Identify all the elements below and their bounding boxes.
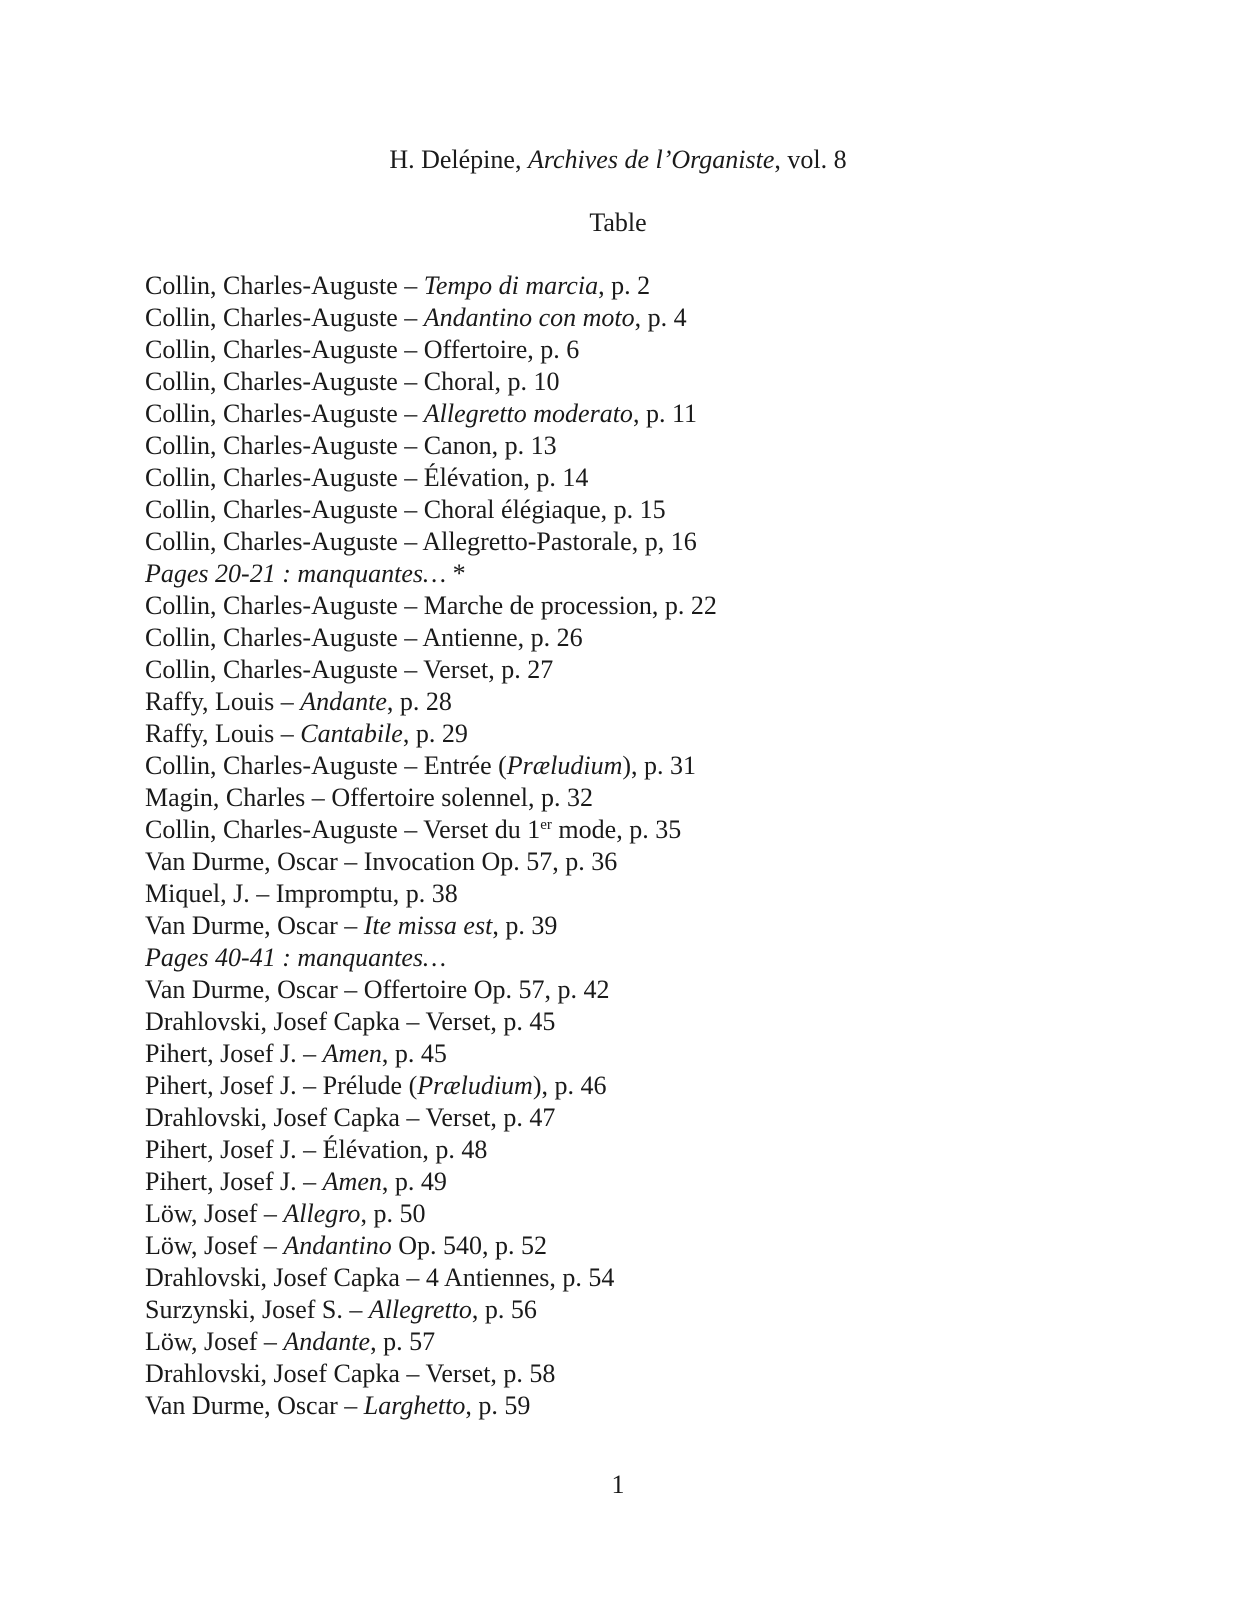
toc-entry xyxy=(145,718,1145,750)
entry-composer: Surzynski, Josef S. – xyxy=(145,1295,369,1324)
document-header xyxy=(0,142,1236,178)
entry-composer: Miquel, J. – xyxy=(145,879,276,908)
entry-page: , p. 54 xyxy=(549,1263,615,1292)
entry-title: Canon xyxy=(423,431,492,460)
toc-entry xyxy=(145,910,1145,942)
entry-composer: Collin, Charles-Auguste – xyxy=(145,303,424,332)
entry-title-italic: Præludium xyxy=(506,751,623,780)
toc-entry xyxy=(145,1294,1145,1326)
entry-page: , p. 47 xyxy=(490,1103,556,1132)
section-title: Table xyxy=(589,208,647,237)
entry-page: , p. 27 xyxy=(488,655,554,684)
entry-composer: Drahlovski, Josef Capka – xyxy=(145,1263,426,1292)
entry-page: , p. 35 xyxy=(616,815,682,844)
entry-title: Allegretto moderato xyxy=(423,399,633,428)
toc-entry xyxy=(145,782,1145,814)
entry-page: , p. 14 xyxy=(523,463,589,492)
toc-entry xyxy=(145,1358,1145,1390)
entry-title: Amen xyxy=(322,1167,382,1196)
entry-title: Choral xyxy=(423,367,495,396)
entry-composer: Collin, Charles-Auguste – xyxy=(145,751,424,780)
toc-entry xyxy=(145,1390,1145,1422)
entry-title: Offertoire xyxy=(423,335,528,364)
entry-page: , p. 48 xyxy=(422,1135,488,1164)
entry-title: Allegretto xyxy=(368,1295,472,1324)
entry-page: , p. 13 xyxy=(491,431,557,460)
header-work-title: Archives de l’Organiste xyxy=(527,145,775,174)
entry-title: Antienne xyxy=(422,623,518,652)
entry-title: Larghetto xyxy=(363,1391,466,1420)
toc-entry xyxy=(145,1166,1145,1198)
entry-page: , p. 22 xyxy=(651,591,717,620)
toc-entry xyxy=(145,590,1145,622)
entry-page: , p. 26 xyxy=(517,623,583,652)
entry-composer: Collin, Charles-Auguste – xyxy=(145,367,424,396)
entry-title: Andantino con moto xyxy=(423,303,635,332)
entry-composer: Pihert, Josef J. – xyxy=(145,1135,323,1164)
entry-page: , p. 29 xyxy=(402,719,468,748)
entry-page: , p. 36 xyxy=(552,847,618,876)
entry-composer: Van Durme, Oscar – xyxy=(145,975,364,1004)
entry-composer: Collin, Charles-Auguste – xyxy=(145,399,424,428)
entry-title: Verset du 1 xyxy=(423,815,541,844)
entry-title: Verset xyxy=(425,1103,491,1132)
entry-composer: Löw, Josef – xyxy=(145,1231,284,1260)
entry-title-suffix: Op. 540 xyxy=(391,1231,483,1260)
toc-entry xyxy=(145,302,1145,334)
entry-composer: Collin, Charles-Auguste – xyxy=(145,495,424,524)
entry-title: Marche de procession xyxy=(423,591,652,620)
entry-composer: Collin, Charles-Auguste – xyxy=(145,623,423,652)
entry-page: , p. 15 xyxy=(600,495,666,524)
entry-composer: Drahlovski, Josef Capka – xyxy=(145,1359,426,1388)
toc-entry xyxy=(145,462,1145,494)
entry-page: , p. 42 xyxy=(544,975,610,1004)
toc-entry xyxy=(145,430,1145,462)
entry-page: , p. 38 xyxy=(392,879,458,908)
entry-page: , p, 16 xyxy=(631,527,697,556)
entry-title: Amen xyxy=(322,1039,382,1068)
toc-entry xyxy=(145,1102,1145,1134)
entry-title: Prélude ( xyxy=(322,1071,418,1100)
entry-page: , p. 31 xyxy=(631,751,697,780)
toc-entry xyxy=(145,1198,1145,1230)
entry-composer: Collin, Charles-Auguste – xyxy=(145,335,424,364)
entry-composer: Pihert, Josef J. – xyxy=(145,1167,323,1196)
entry-composer: Drahlovski, Josef Capka – xyxy=(145,1103,426,1132)
entry-composer: Löw, Josef – xyxy=(145,1199,284,1228)
header-author: H. Delépine, xyxy=(389,145,528,174)
entry-composer: Van Durme, Oscar – xyxy=(145,1391,364,1420)
entry-title-suffix: ) xyxy=(622,751,632,780)
entry-title: Ite missa est xyxy=(363,911,493,940)
header-volume: , vol. 8 xyxy=(774,145,847,174)
entry-title: Allegro xyxy=(283,1199,361,1228)
entry-page: , p. 11 xyxy=(632,399,697,428)
entry-composer: Pihert, Josef J. – xyxy=(145,1071,323,1100)
missing-pages-text: Pages 40-41 : manquantes… xyxy=(145,943,447,972)
entry-composer: Collin, Charles-Auguste – xyxy=(145,527,423,556)
entry-title-suffix: ) xyxy=(532,1071,542,1100)
entry-title-suffix: mode xyxy=(551,815,617,844)
entry-page: , p. 52 xyxy=(482,1231,548,1260)
entry-title-superscript: er xyxy=(540,817,552,833)
entry-page: , p. 50 xyxy=(360,1199,426,1228)
toc-entry xyxy=(145,494,1145,526)
entry-title: Andante xyxy=(283,1327,371,1356)
entry-title: Verset xyxy=(425,1007,491,1036)
entry-composer: Drahlovski, Josef Capka – xyxy=(145,1007,426,1036)
entry-title: Cantabile xyxy=(300,719,403,748)
entry-page: , p. 2 xyxy=(598,271,651,300)
toc-entry xyxy=(145,1006,1145,1038)
entry-composer: Collin, Charles-Auguste – xyxy=(145,431,424,460)
entry-page: , p. 57 xyxy=(370,1327,436,1356)
entry-title: Andante xyxy=(300,687,387,716)
entry-page: , p. 56 xyxy=(471,1295,537,1324)
toc-entry xyxy=(145,398,1145,430)
entry-page: , p. 59 xyxy=(465,1391,531,1420)
entry-composer: Raffy, Louis – xyxy=(145,687,301,716)
entry-title: Entrée ( xyxy=(423,751,507,780)
toc-missing-pages-note xyxy=(145,558,1145,590)
entry-page: , p. 10 xyxy=(494,367,560,396)
toc-entry xyxy=(145,1230,1145,1262)
entry-page: , p. 58 xyxy=(490,1359,556,1388)
entry-composer: Collin, Charles-Auguste – xyxy=(145,463,424,492)
toc-missing-pages-note xyxy=(145,942,1145,974)
entry-title: Choral élégiaque xyxy=(423,495,601,524)
page-number: 1 xyxy=(611,1470,625,1499)
toc-entry xyxy=(145,974,1145,1006)
entry-title: Invocation Op. 57 xyxy=(363,847,553,876)
table-of-contents xyxy=(145,270,1145,1422)
footnote-marker: * xyxy=(446,559,466,588)
entry-page: , p. 4 xyxy=(634,303,687,332)
toc-entry xyxy=(145,814,1145,846)
entry-composer: Collin, Charles-Auguste – xyxy=(145,655,424,684)
entry-title-italic: Præludium xyxy=(417,1071,533,1100)
entry-page: , p. 45 xyxy=(490,1007,556,1036)
entry-page: , p. 39 xyxy=(492,911,558,940)
entry-title: 4 Antiennes xyxy=(425,1263,550,1292)
entry-composer: Löw, Josef – xyxy=(145,1327,284,1356)
entry-composer: Collin, Charles-Auguste – xyxy=(145,591,424,620)
entry-title: Tempo di marcia xyxy=(423,271,599,300)
entry-composer: Van Durme, Oscar – xyxy=(145,847,364,876)
toc-entry xyxy=(145,846,1145,878)
toc-entry xyxy=(145,878,1145,910)
entry-page: , p. 49 xyxy=(381,1167,447,1196)
toc-entry xyxy=(145,334,1145,366)
entry-title: Allegretto-Pastorale xyxy=(422,527,632,556)
toc-entry xyxy=(145,622,1145,654)
entry-title: Élévation xyxy=(423,463,524,492)
entry-title: Offertoire solennel xyxy=(331,783,528,812)
entry-title: Verset xyxy=(425,1359,491,1388)
toc-entry xyxy=(145,366,1145,398)
entry-title: Élévation xyxy=(322,1135,423,1164)
toc-entry xyxy=(145,1134,1145,1166)
toc-entry xyxy=(145,654,1145,686)
toc-entry xyxy=(145,1038,1145,1070)
toc-entry xyxy=(145,1262,1145,1294)
entry-page: , p. 6 xyxy=(527,335,580,364)
entry-composer: Raffy, Louis – xyxy=(145,719,301,748)
toc-entry xyxy=(145,686,1145,718)
entry-composer: Pihert, Josef J. – xyxy=(145,1039,323,1068)
entry-composer: Collin, Charles-Auguste – xyxy=(145,271,424,300)
toc-entry xyxy=(145,1070,1145,1102)
toc-entry xyxy=(145,526,1145,558)
toc-entry xyxy=(145,270,1145,302)
entry-composer: Van Durme, Oscar – xyxy=(145,911,364,940)
entry-title: Verset xyxy=(423,655,489,684)
entry-composer: Collin, Charles-Auguste – xyxy=(145,815,424,844)
entry-composer: Magin, Charles – xyxy=(145,783,332,812)
entry-page: , p. 28 xyxy=(386,687,452,716)
entry-title: Offertoire Op. 57 xyxy=(363,975,545,1004)
entry-page: , p. 46 xyxy=(541,1071,607,1100)
toc-entry xyxy=(145,1326,1145,1358)
entry-title: Impromptu xyxy=(275,879,393,908)
entry-title: Andantino xyxy=(283,1231,392,1260)
toc-entry xyxy=(145,750,1145,782)
entry-page: , p. 45 xyxy=(381,1039,447,1068)
missing-pages-text: Pages 20-21 : manquantes… xyxy=(145,559,447,588)
entry-page: , p. 32 xyxy=(527,783,593,812)
